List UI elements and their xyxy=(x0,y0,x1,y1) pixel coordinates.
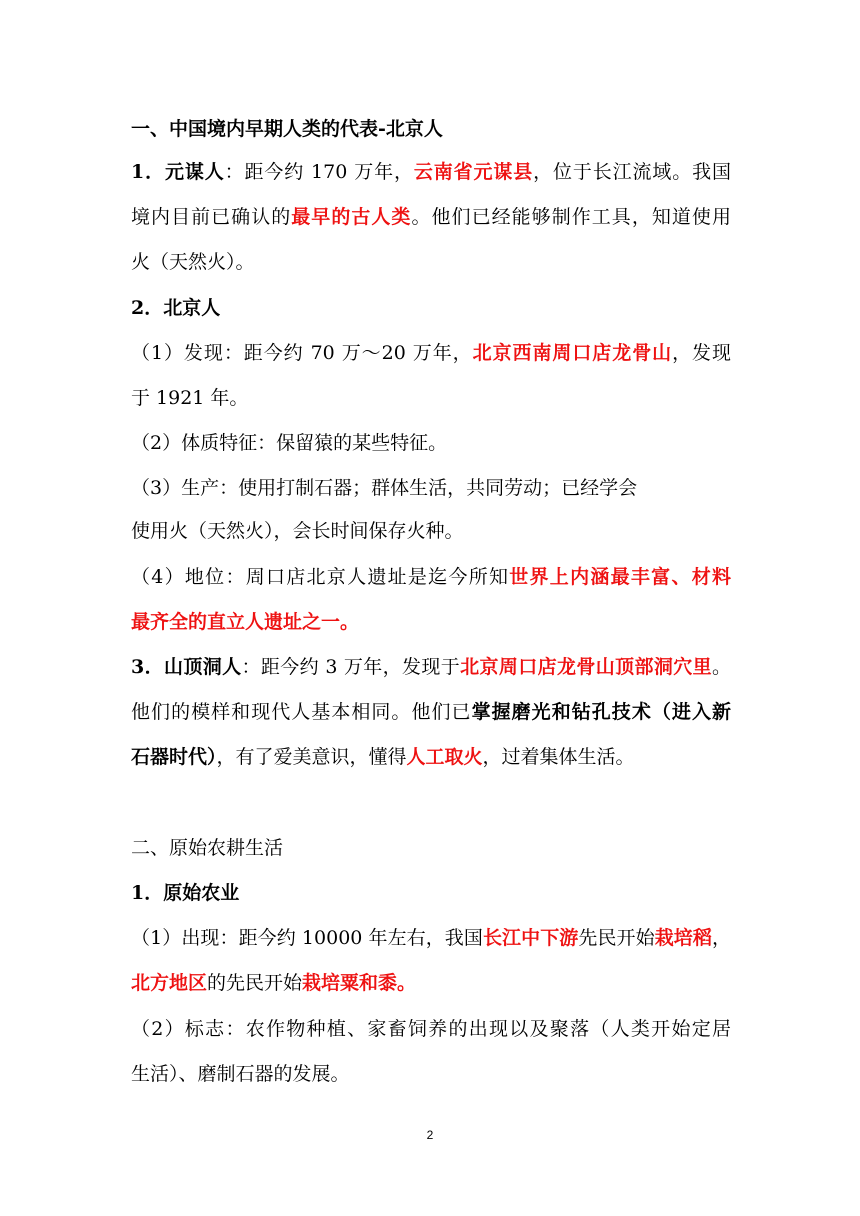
agriculture-origin-line-1 xyxy=(131,926,731,950)
highlight: 最早的古人类 xyxy=(291,206,412,228)
yuanmou-label: 1．元谋人 xyxy=(131,161,225,183)
text: ，有了爱美意识，懂得 xyxy=(216,746,407,768)
text: 的先民开始 xyxy=(207,972,303,994)
highlight: 北京周口店龙骨山顶部洞穴里 xyxy=(460,656,712,678)
beijing-discovery-line-2: 于 1921 年。 xyxy=(131,387,249,409)
text: （1）发现：距今约 70 万～20 万年， xyxy=(131,342,473,364)
highlight: 栽培粟和黍。 xyxy=(302,972,417,994)
yuanmou-paragraph-line-3: 火（天然火）。 xyxy=(131,251,255,273)
beijing-physique: （2）体质特征：保留猿的某些特征。 xyxy=(131,432,448,454)
beijing-production-line-1: （3）生产：使用打制石器；群体生活，共同劳动；已经学会 xyxy=(131,477,638,499)
highlight: 北京西南周口店龙骨山 xyxy=(472,342,673,364)
yuanmou-paragraph-line-1 xyxy=(131,160,731,184)
text: 境内目前已确认的 xyxy=(131,206,292,228)
agriculture-marks-line-1: （2）标志：农作物种植、家畜饲养的出现以及聚落（人类开始定居 xyxy=(131,1018,731,1040)
text: （1）出现：距今约 10000 年左右，我国 xyxy=(131,927,483,949)
text: ，位于长江流域。我国 xyxy=(533,161,731,183)
bold-text: 掌握磨光和钻孔技术（进入新 xyxy=(471,701,731,723)
shanding-paragraph-line-1 xyxy=(131,655,731,679)
yuanmou-paragraph-line-2 xyxy=(131,205,731,229)
text: （4）地位：周口店北京人遗址是迄今所知 xyxy=(131,566,510,588)
shanding-paragraph-line-3 xyxy=(131,745,731,769)
text: ， xyxy=(711,927,731,949)
text: 。 xyxy=(711,656,731,678)
text: 先民开始 xyxy=(578,927,655,949)
agriculture-label: 1．原始农业 xyxy=(131,882,240,904)
section-1-title: 一、中国境内早期人类的代表-北京人 xyxy=(131,118,443,140)
agriculture-marks-line-2: 生活）、磨制石器的发展。 xyxy=(131,1063,350,1085)
highlight: 世界上内涵最丰富、材料 xyxy=(509,566,731,588)
shanding-label: 3．山顶洞人 xyxy=(131,656,242,678)
highlight: 人工取火 xyxy=(406,746,483,768)
text: ：距今约 3 万年，发现于 xyxy=(241,656,461,678)
highlight: 栽培稻 xyxy=(654,927,712,949)
highlight: 北方地区 xyxy=(131,972,208,994)
highlight: 云南省元谋县 xyxy=(413,161,534,183)
beijing-production-line-2: 使用火（天然火），会长时间保存火种。 xyxy=(131,520,464,542)
bold-text: 石器时代） xyxy=(131,746,217,768)
text: ，过着集体生活。 xyxy=(482,746,635,768)
text: ：距今约 170 万年， xyxy=(224,161,414,183)
text: ，发现 xyxy=(672,342,731,364)
text: 。他们已经能够制作工具，知道使用 xyxy=(411,206,731,228)
section-2-title: 二、原始农耕生活 xyxy=(131,837,284,859)
page-number: 2 xyxy=(426,1128,434,1142)
text: 他们的模样和现代人基本相同。他们已 xyxy=(131,701,472,723)
beijing-label: 2．北京人 xyxy=(131,297,221,319)
beijing-status-line-1 xyxy=(131,565,731,589)
beijing-status-line-2: 最齐全的直立人遗址之一。 xyxy=(131,611,360,633)
agriculture-origin-line-2 xyxy=(131,971,731,995)
highlight: 长江中下游 xyxy=(482,927,579,949)
shanding-paragraph-line-2 xyxy=(131,700,731,724)
beijing-discovery-line-1 xyxy=(131,341,731,365)
